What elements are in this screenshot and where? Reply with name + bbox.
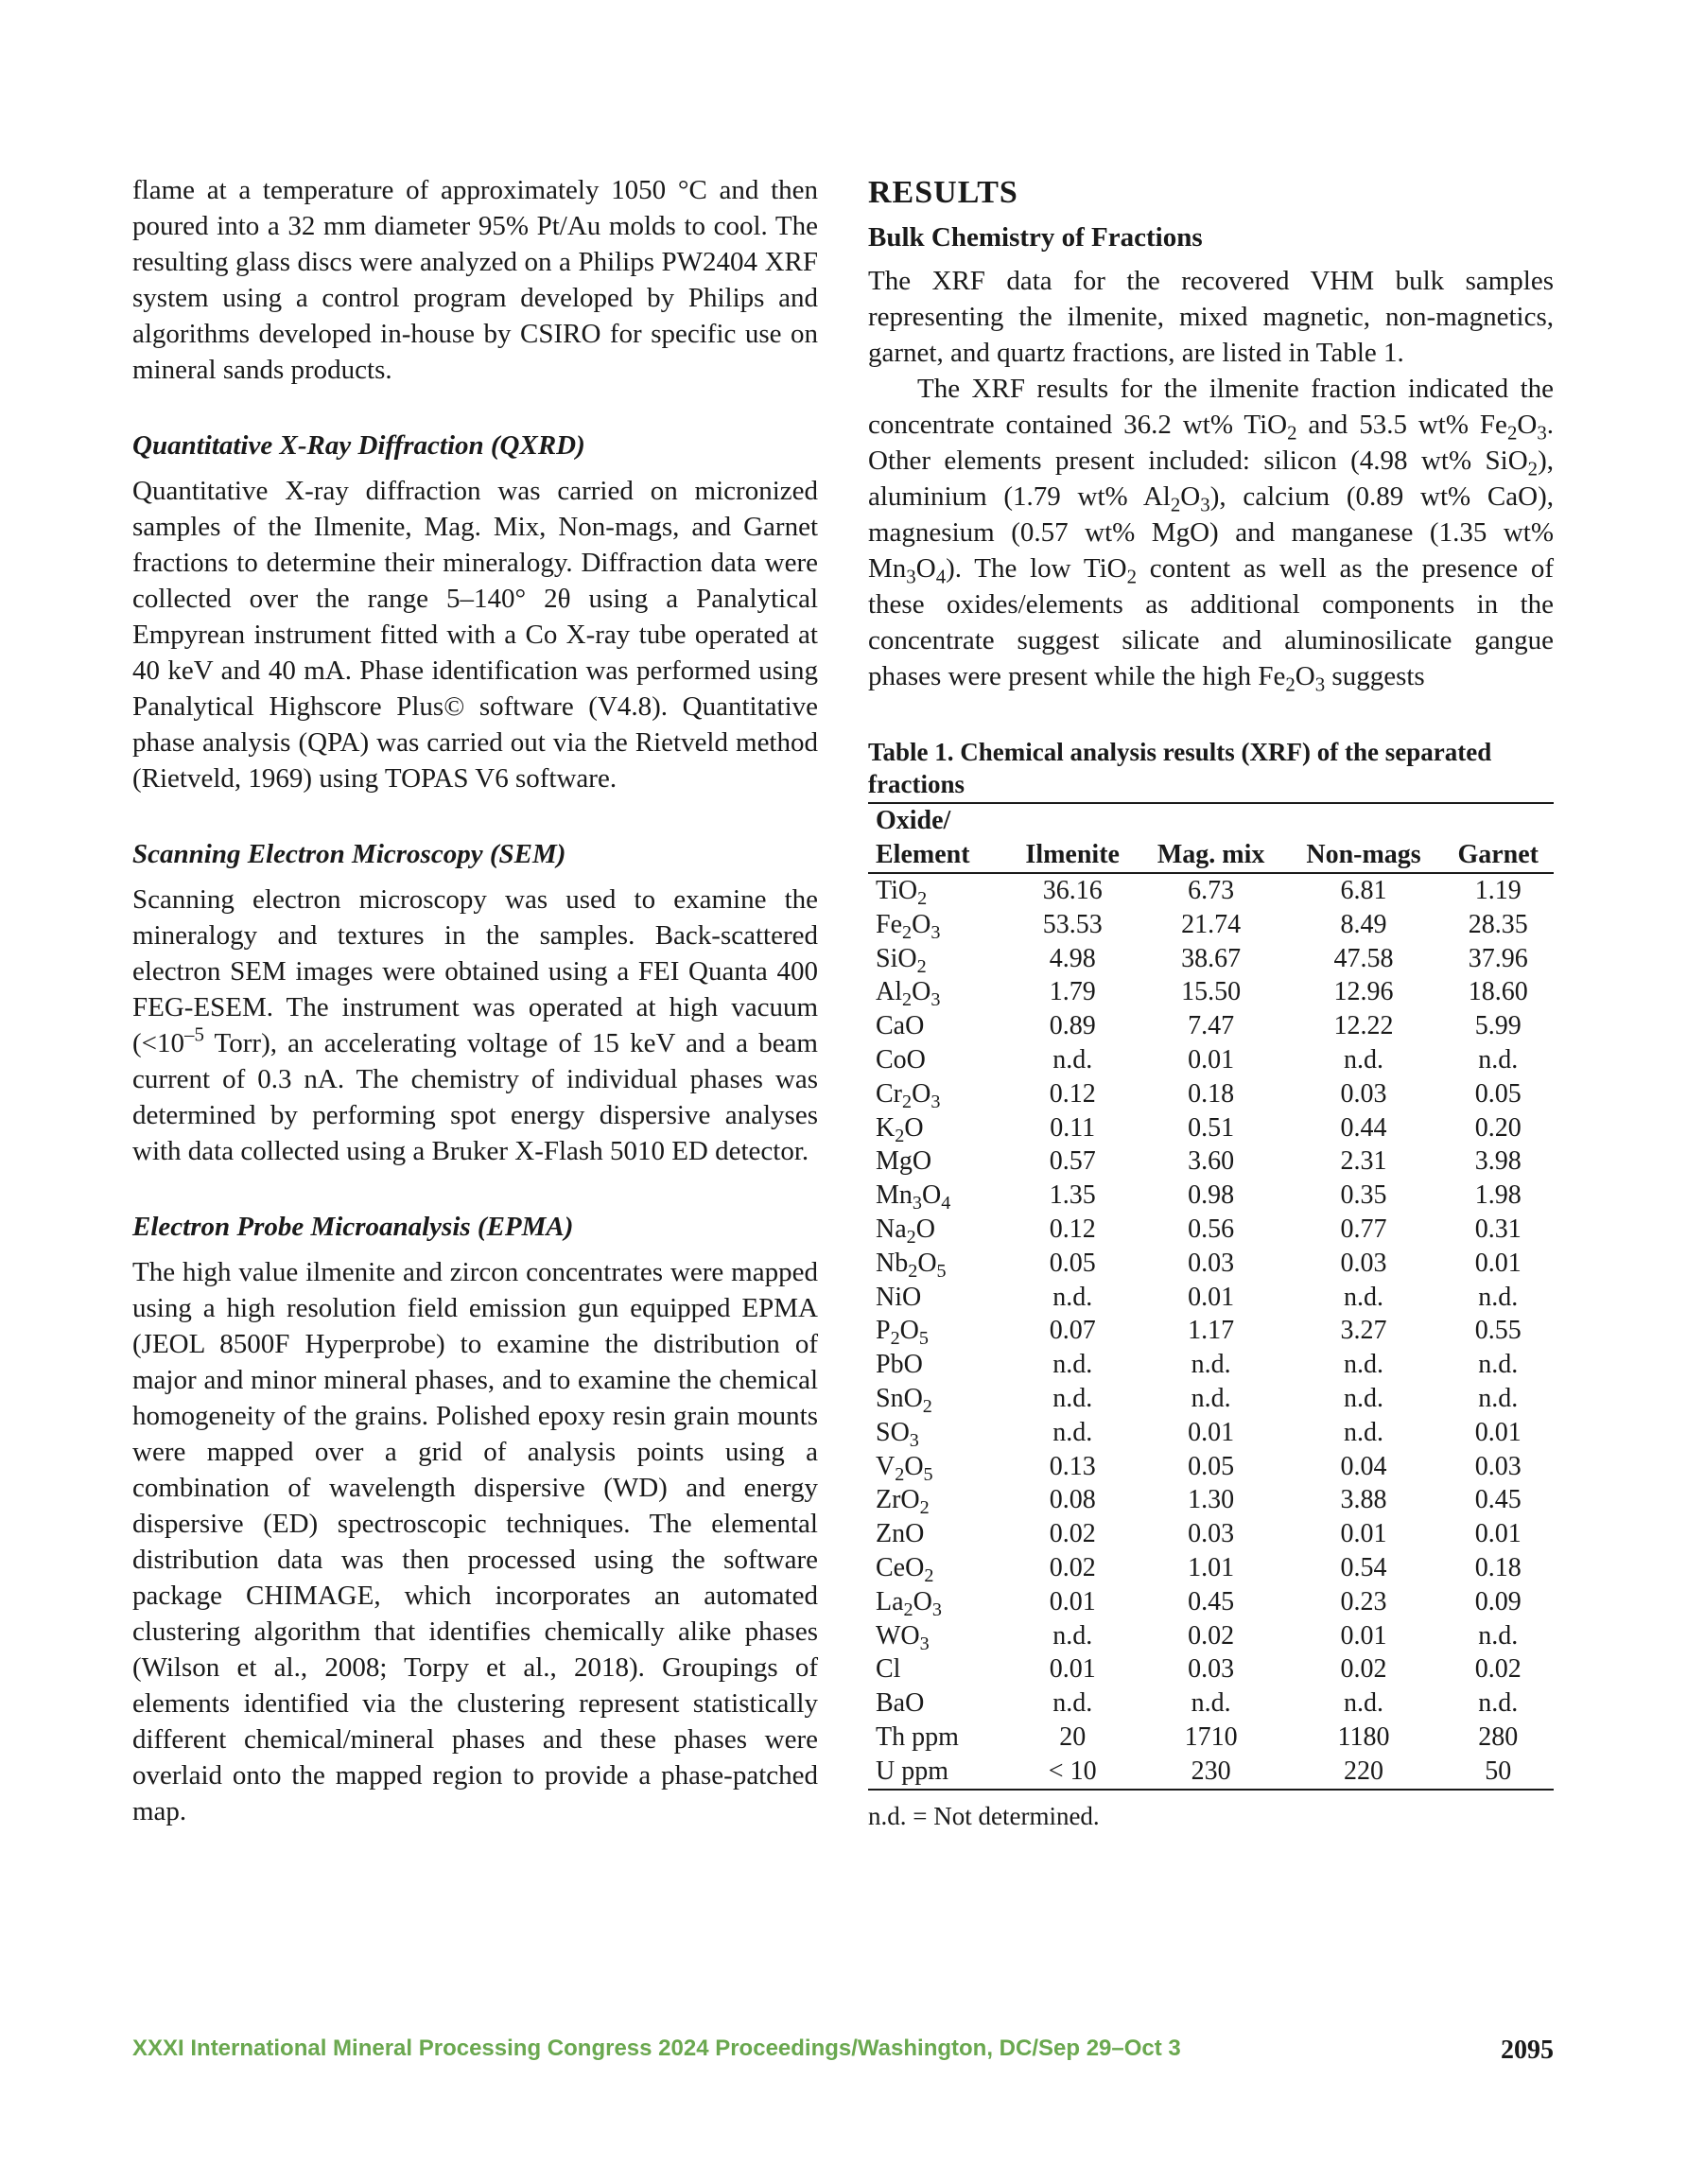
table-header-row (868, 804, 1554, 873)
value-cell: n.d. (1052, 1417, 1093, 1447)
value-cell: 0.31 (1474, 1214, 1522, 1244)
value-cell: 0.07 (1049, 1316, 1096, 1346)
value-cell: n.d. (1052, 1688, 1093, 1719)
column-header: Mag. mix (1157, 840, 1265, 869)
row-label-cell: MgO (876, 1146, 932, 1177)
value-cell: 0.35 (1340, 1180, 1387, 1211)
value-cell: 5.99 (1474, 1011, 1522, 1041)
value-cell: 0.03 (1188, 1654, 1235, 1685)
row-label-cell: PbO (876, 1350, 923, 1380)
row-label-cell: Th ppm (876, 1721, 959, 1752)
value-cell: n.d. (1191, 1688, 1231, 1719)
value-cell: 6.73 (1188, 876, 1235, 905)
value-cell: 53.53 (1042, 909, 1103, 939)
value-cell: 0.01 (1049, 1654, 1096, 1685)
results-heading: RESULTS (868, 175, 1018, 210)
row-label-cell: $Al_2O_3$ (876, 977, 941, 1011)
value-cell: n.d. (1478, 1282, 1519, 1312)
value-cell: 0.03 (1188, 1248, 1235, 1278)
value-cell: 47.58 (1333, 943, 1394, 973)
value-cell: n.d. (1052, 1044, 1093, 1075)
results-paragraph-2: The XRF results for the ilmenite fraction indicated the concentrate contained 36.2 wt% TiO$_2$ and 53.5 wt% $Fe_2O_3$. Other elements present included: silicon (4.98 wt% SiO$_2$), aluminium (1.79 wt% $Al_2O_3$), calcium (0.89 wt% CaO), magnesium (0.57 wt% MgO) and manganese (1.35 wt% $Mn_3O_4$). The low TiO$_2$ content as well as the presence of these oxides/elements as additional components in the concentrate suggest silicate and aluminosilicate gangue phases were present while the high $Fe_2O_3$ suggests (868, 374, 1555, 696)
table-row (868, 1314, 1554, 1348)
table-row (868, 1483, 1554, 1517)
value-cell: 36.16 (1042, 876, 1103, 905)
value-cell: 1.19 (1474, 876, 1522, 905)
value-cell: 8.49 (1340, 909, 1387, 939)
value-cell: 280 (1478, 1721, 1519, 1752)
value-cell: 7.47 (1188, 1011, 1235, 1041)
value-cell: 28.35 (1468, 909, 1528, 939)
value-cell: 12.22 (1333, 1011, 1394, 1041)
value-cell: 0.44 (1340, 1112, 1387, 1143)
value-cell: 0.01 (1188, 1044, 1235, 1075)
column-header: Garnet (1457, 840, 1539, 869)
epma-heading: Electron Probe Microanalysis (EPMA) (132, 1212, 574, 1242)
table-row (868, 1144, 1554, 1179)
value-cell: 1.17 (1188, 1316, 1235, 1346)
table-row (868, 1450, 1554, 1484)
page-footer (132, 2035, 1554, 2073)
table-note: n.d. = Not determined. (868, 1801, 1100, 1830)
column-header: Ilmenite (1025, 840, 1120, 869)
row-label-cell: NiO (876, 1282, 922, 1312)
sem-paragraph: Scanning electron microscopy was used to examine the mineralogy and textures in the samples. Back-scattered electron SEM images were obtained using a FEI Quanta 400 FEG-ESEM. The instrument was operated at high vacuum ($<10^{-5}$ Torr), an accelerating voltage of 15 keV and a beam current of 0.3 nA. The chemistry of individual phases was determined by performing spot energy dispersive analyses with data collected using a Bruker X-Flash 5010 ED detector. (132, 884, 818, 1166)
row-label-cell: BaO (876, 1688, 925, 1719)
value-cell: 2.31 (1340, 1146, 1387, 1177)
row-label-cell: $La_2O_3$ (876, 1586, 942, 1620)
value-cell: 0.04 (1340, 1451, 1387, 1481)
table-row (868, 1382, 1554, 1416)
value-cell: 0.20 (1474, 1112, 1522, 1143)
value-cell: 12.96 (1333, 977, 1394, 1007)
value-cell: 3.27 (1340, 1316, 1387, 1346)
row-label-cell: ZnO (876, 1519, 925, 1549)
value-cell: n.d. (1344, 1282, 1384, 1312)
value-cell: 1.35 (1049, 1180, 1096, 1211)
value-cell: n.d. (1344, 1350, 1384, 1380)
row-label-cell: SnO$_2$ (876, 1383, 932, 1417)
value-cell: n.d. (1344, 1383, 1384, 1413)
value-cell: n.d. (1478, 1620, 1519, 1651)
value-cell: 0.55 (1474, 1316, 1522, 1346)
value-cell: 21.74 (1181, 909, 1242, 939)
value-cell: 0.57 (1049, 1146, 1096, 1177)
epma-paragraph: The high value ilmenite and zircon concentrates were mapped using a high resolution field emission gun equipped EPMA (JEOL 8500F Hyperprobe) to examine the distribution of major and minor mineral phases, and to examine the chemical homogeneity of the grains. Polished epoxy resin grain mounts were mapped over a grid of analysis points using a combination of wavelength dispersive (WD) and energy dispersive (ED) spectroscopic techniques. The elemental distribution data was then processed using the software package CHIMAGE, which incorporates an automated clustering algorithm that identifies chemically alike phases (Wilson et al., 2008; Torpy et al., 2018). Groupings of elements identified via the clustering represent statistically different chemical/mineral phases and these phases were overlaid onto the mapped region to provide a phase-patched map. (132, 1257, 818, 1826)
value-cell: n.d. (1191, 1350, 1231, 1380)
value-cell: n.d. (1052, 1282, 1093, 1312)
value-cell: 0.98 (1188, 1180, 1235, 1211)
value-cell: 0.08 (1049, 1485, 1096, 1515)
value-cell: 0.05 (1474, 1078, 1522, 1109)
value-cell: 50 (1485, 1756, 1512, 1786)
row-label-cell: CeO$_2$ (876, 1552, 934, 1586)
table-row (868, 1077, 1554, 1111)
table-row (868, 1009, 1554, 1043)
value-cell: n.d. (1191, 1383, 1231, 1413)
value-cell: 37.96 (1468, 943, 1528, 973)
value-cell: 1.01 (1188, 1552, 1235, 1582)
row-label-cell: Cl (876, 1654, 901, 1685)
row-label-cell: $Mn_3O_4$ (876, 1180, 951, 1214)
table-row (868, 1043, 1554, 1077)
column-header: Non-mags (1306, 840, 1421, 869)
value-cell: n.d. (1478, 1350, 1519, 1380)
row-label-cell: $Nb_2O_5$ (876, 1248, 947, 1282)
bulk-chemistry-heading: Bulk Chemistry of Fractions (868, 222, 1203, 253)
value-cell: 0.12 (1049, 1078, 1096, 1109)
table-caption: Table 1. Chemical analysis results (XRF) of the separated fractions (868, 736, 1554, 804)
value-cell: n.d. (1478, 1383, 1519, 1413)
row-label-cell: CaO (876, 1011, 925, 1041)
table-row (868, 975, 1554, 1009)
table-row (868, 1416, 1554, 1450)
value-cell: 0.02 (1474, 1654, 1522, 1685)
table-row (868, 1247, 1554, 1281)
value-cell: 0.01 (1474, 1417, 1522, 1447)
value-cell: 0.01 (1188, 1282, 1235, 1312)
table-row (868, 1652, 1554, 1686)
table-row (868, 1619, 1554, 1653)
table-row (868, 1213, 1554, 1247)
value-cell: n.d. (1344, 1688, 1384, 1719)
value-cell: 0.01 (1340, 1620, 1387, 1651)
value-cell: 0.03 (1340, 1078, 1387, 1109)
value-cell: n.d. (1344, 1417, 1384, 1447)
right-column (868, 172, 1554, 1832)
table-row (868, 1755, 1554, 1790)
results-paragraph-1: The XRF data for the recovered VHM bulk samples representing the ilmenite, mixed magnetic, non-magnetics, garnet, and quartz fractions, are listed in Table 1. (868, 266, 1554, 368)
row-label-cell: CoO (876, 1044, 926, 1075)
value-cell: 0.77 (1340, 1214, 1387, 1244)
value-cell: 230 (1191, 1756, 1231, 1786)
value-cell: 38.67 (1181, 943, 1242, 973)
value-cell: 0.05 (1188, 1451, 1235, 1481)
row-label-cell: $V_2O_5$ (876, 1451, 933, 1485)
value-cell: 0.03 (1474, 1451, 1522, 1481)
table-row (868, 1551, 1554, 1585)
value-cell: 1.30 (1188, 1485, 1235, 1515)
row-label-cell: $K_2O$ (876, 1112, 924, 1146)
value-cell: 1710 (1184, 1721, 1238, 1752)
value-cell: 18.60 (1468, 977, 1528, 1007)
value-cell: 1.98 (1474, 1180, 1522, 1211)
row-label-cell: TiO$_2$ (876, 876, 928, 910)
row-label-cell: SiO$_2$ (876, 943, 927, 977)
intro-paragraph: flame at a temperature of approximately 1050 °C and then poured into a 32 mm diameter 95% Pt/Au molds to cool. The resulting glass discs were analyzed on a Philips PW2404 XRF system using a control program developed by Philips and algorithms developed in-house by CSIRO for specific use on mineral sands products. (132, 175, 818, 385)
value-cell: 3.60 (1188, 1146, 1235, 1177)
value-cell: 0.01 (1474, 1519, 1522, 1549)
sem-heading: Scanning Electron Microscopy (SEM) (132, 839, 566, 869)
conference-footer: XXXI International Mineral Processing Congress 2024 Proceedings/Washington, DC/Sep 29–Oct 3 (132, 2035, 1181, 2061)
value-cell: 0.01 (1188, 1417, 1235, 1447)
value-cell: 0.18 (1188, 1078, 1235, 1109)
value-cell: 0.01 (1340, 1519, 1387, 1549)
value-cell: 0.45 (1474, 1485, 1522, 1515)
value-cell: 0.51 (1188, 1112, 1235, 1143)
row-label-cell: ZrO$_2$ (876, 1485, 930, 1519)
qxrd-heading: Quantitative X-Ray Diffraction (QXRD) (132, 430, 585, 461)
value-cell: 3.98 (1474, 1146, 1522, 1177)
table-row (868, 942, 1554, 976)
table-row (868, 1517, 1554, 1551)
xrf-table (868, 804, 1554, 1791)
row-label-cell: $P_2O_5$ (876, 1316, 929, 1350)
value-cell: n.d. (1052, 1383, 1093, 1413)
page-number: 2095 (1501, 2035, 1554, 2065)
value-cell: 0.02 (1049, 1552, 1096, 1582)
value-cell: 0.18 (1474, 1552, 1522, 1582)
value-cell: 3.88 (1340, 1485, 1387, 1515)
value-cell: 0.02 (1340, 1654, 1387, 1685)
column-header-element: Oxide/ Element (876, 806, 970, 869)
value-cell: n.d. (1478, 1044, 1519, 1075)
value-cell: 0.56 (1188, 1214, 1235, 1244)
row-label-cell: $Na_2O$ (876, 1214, 935, 1249)
value-cell: n.d. (1052, 1620, 1093, 1651)
table-row (868, 908, 1554, 942)
row-label-cell: $WO_3$ (876, 1620, 930, 1654)
table-row (868, 1281, 1554, 1315)
value-cell: 0.13 (1049, 1451, 1096, 1481)
value-cell: 0.89 (1049, 1011, 1096, 1041)
value-cell: n.d. (1344, 1044, 1384, 1075)
value-cell: 0.45 (1188, 1586, 1235, 1616)
value-cell: 0.05 (1049, 1248, 1096, 1278)
qxrd-paragraph: Quantitative X-ray diffraction was carried on micronized samples of the Ilmenite, Mag. Mix, Non-mags, and Garnet fractions to determine their mineralogy. Diffraction data were collected over the range 5–140° 2θ using a Panalytical Empyrean instrument fitted with a Co X-ray tube operated at 40 keV and 40 mA. Phase identification was performed using Panalytical Highscore Plus© software (V4.8). Quantitative phase analysis (QPA) was carried out via the Rietveld method (Rietveld, 1969) using TOPAS V6 software. (132, 476, 818, 794)
left-column (132, 172, 818, 1829)
table-row (868, 1686, 1554, 1721)
table-row (868, 1585, 1554, 1619)
value-cell: 6.81 (1340, 876, 1387, 905)
value-cell: 0.03 (1188, 1519, 1235, 1549)
row-label-cell: $Fe_2O_3$ (876, 909, 941, 943)
table-row (868, 1111, 1554, 1145)
value-cell: 1180 (1337, 1721, 1390, 1752)
value-cell: 0.01 (1474, 1248, 1522, 1278)
value-cell: < 10 (1048, 1756, 1097, 1786)
value-cell: 220 (1344, 1756, 1384, 1786)
row-label-cell: $SO_3$ (876, 1417, 919, 1451)
value-cell: 0.09 (1474, 1586, 1522, 1616)
value-cell: 0.01 (1049, 1586, 1096, 1616)
table-body (868, 873, 1554, 1790)
value-cell: n.d. (1052, 1350, 1093, 1380)
value-cell: n.d. (1478, 1688, 1519, 1719)
value-cell: 0.11 (1050, 1112, 1096, 1143)
row-label-cell: $Cr_2O_3$ (876, 1078, 941, 1112)
value-cell: 1.79 (1049, 977, 1096, 1007)
value-cell: 0.02 (1188, 1620, 1235, 1651)
value-cell: 0.03 (1340, 1248, 1387, 1278)
value-cell: 0.02 (1049, 1519, 1096, 1549)
value-cell: 20 (1059, 1721, 1087, 1752)
table-row (868, 1721, 1554, 1755)
value-cell: 15.50 (1181, 977, 1242, 1007)
row-label-cell: U ppm (876, 1756, 948, 1786)
table-row (868, 873, 1554, 908)
table-row (868, 1179, 1554, 1213)
value-cell: 4.98 (1049, 943, 1096, 973)
table-row (868, 1348, 1554, 1382)
value-cell: 0.23 (1340, 1586, 1387, 1616)
value-cell: 0.54 (1340, 1552, 1387, 1582)
value-cell: 0.12 (1049, 1214, 1096, 1244)
